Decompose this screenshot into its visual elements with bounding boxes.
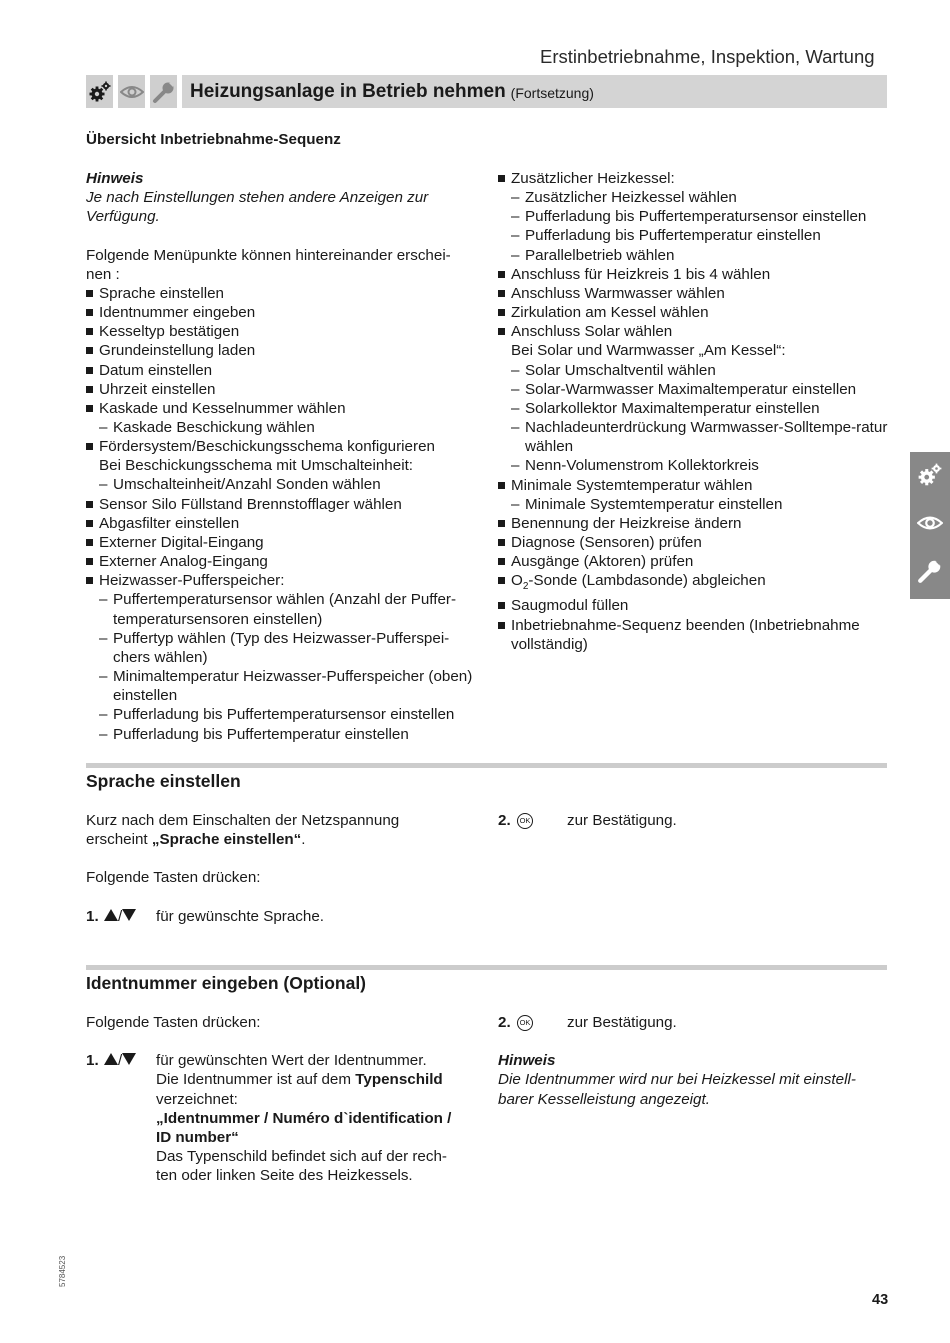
gear-icon bbox=[917, 462, 943, 493]
list-item: Kesseltyp bestätigen bbox=[86, 322, 476, 341]
section-heading-ident: Identnummer eingeben (Optional) bbox=[86, 973, 367, 993]
detail-bold: Typenschild bbox=[355, 1071, 443, 1089]
overview-left-column bbox=[86, 169, 476, 744]
list-item: Anschluss für Heizkreis 1 bis 4 wählen bbox=[498, 265, 890, 284]
document-number: 5784523 bbox=[58, 1255, 67, 1287]
list-item: Identnummer eingeben bbox=[86, 303, 476, 322]
list-item: Abgasfilter einstellen bbox=[86, 514, 476, 533]
arrow-keys bbox=[104, 1051, 136, 1070]
ident-keys-label: Folgende Tasten drücken: bbox=[86, 1014, 261, 1031]
step-number: 2. bbox=[498, 1014, 511, 1031]
arrow-up-icon bbox=[104, 909, 118, 921]
list-item: Minimale Systemtemperatur wählen bbox=[498, 476, 890, 495]
list-subitem: – Solar Umschaltventil wählen bbox=[498, 361, 890, 380]
list-item: Benennung der Heizkreise ändern bbox=[498, 514, 890, 533]
menu-list-left bbox=[86, 284, 476, 744]
gear-icon bbox=[86, 75, 113, 108]
ident-step-1 bbox=[86, 1051, 476, 1185]
step-detail-c: Das Typenschild befindet sich auf der rech-ten oder linken Seite des Heizkessels. bbox=[156, 1148, 447, 1185]
sprache-intro-text: Kurz nach dem Einschalten der Netzspannung erscheint bbox=[86, 812, 400, 849]
arrow-separator: / bbox=[118, 1052, 123, 1070]
list-subitem: – Pufferladung bis Puffertemperatursensor einstellen bbox=[498, 207, 890, 226]
list-subitem: – Pufferladung bis Puffertemperatursensor einstellen bbox=[86, 705, 476, 724]
sprache-keys-label: Folgende Tasten drücken: bbox=[86, 869, 261, 887]
arrow-keys bbox=[104, 907, 136, 926]
list-subitem: – Parallelbetrieb wählen bbox=[498, 246, 890, 265]
ident-left bbox=[86, 1013, 476, 1185]
step-text: für gewünschte Sprache. bbox=[156, 907, 325, 925]
title-bar bbox=[86, 75, 887, 108]
arrow-separator: / bbox=[118, 907, 123, 925]
menu-list-right bbox=[498, 169, 890, 654]
list-subitem: – Solarkollektor Maximaltemperatur einstellen bbox=[498, 399, 890, 418]
list-item: Zusätzlicher Heizkessel: bbox=[498, 169, 890, 188]
list-item: Grundeinstellung laden bbox=[86, 341, 476, 360]
list-subitem: – Umschalteinheit/Anzahl Sonden wählen bbox=[86, 475, 476, 494]
sprache-right bbox=[498, 811, 888, 830]
side-tab bbox=[910, 452, 950, 599]
arrow-up-icon bbox=[104, 1053, 118, 1065]
title-panel bbox=[182, 75, 887, 108]
list-item: Sensor Silo Füllstand Brennstofflager wählen bbox=[86, 495, 476, 514]
wrench-icon bbox=[917, 558, 943, 589]
overview-heading: Übersicht Inbetriebnahme-Sequenz bbox=[86, 131, 341, 148]
chapter-header: Erstinbetriebnahme, Inspektion, Wartung bbox=[540, 46, 875, 67]
overview-intro: Folgende Menüpunkte können hintereinander erschei-nen : bbox=[86, 246, 451, 283]
note-label: Hinweis bbox=[498, 1052, 556, 1070]
page-subtitle: (Fortsetzung) bbox=[510, 84, 594, 101]
step-number: 2. bbox=[498, 812, 511, 829]
list-subitem: – Solar-Warmwasser Maximaltemperatur einstellen bbox=[498, 380, 890, 399]
ident-right bbox=[498, 1013, 890, 1109]
note-label: Hinweis bbox=[86, 170, 144, 187]
ident-step-2 bbox=[498, 1013, 890, 1032]
list-item-text: -Sonde (Lambdasonde) abgleichen bbox=[528, 572, 766, 590]
arrow-down-icon bbox=[122, 909, 136, 921]
sprache-intro bbox=[86, 811, 446, 849]
eye-icon bbox=[917, 514, 943, 537]
list-subitem: – Minimale Systemtemperatur einstellen bbox=[498, 495, 890, 514]
ok-button-icon: OK bbox=[517, 1015, 533, 1031]
note-text: Je nach Einstellungen stehen andere Anzeigen zur Verfügung. bbox=[86, 189, 429, 226]
list-item: Saugmodul füllen bbox=[498, 596, 890, 615]
step-text: für gewünschten Wert der Identnummer. bbox=[156, 1052, 427, 1070]
overview-right-column bbox=[498, 169, 890, 654]
list-item: Diagnose (Sensoren) prüfen bbox=[498, 533, 890, 552]
list-item: Heizwasser-Pufferspeicher: bbox=[86, 571, 476, 590]
list-item: Zirkulation am Kessel wählen bbox=[498, 303, 890, 322]
list-item bbox=[498, 571, 890, 596]
list-item: Sprache einstellen bbox=[86, 284, 476, 303]
list-subitem: – Kaskade Beschickung wählen bbox=[86, 418, 476, 437]
list-note: Bei Beschickungsschema mit Umschalteinheit: bbox=[99, 457, 414, 475]
list-item: Kaskade und Kesselnummer wählen bbox=[86, 399, 476, 418]
sprache-step-2 bbox=[498, 811, 888, 830]
step-number: 1. bbox=[86, 1052, 99, 1070]
list-item: Ausgänge (Aktoren) prüfen bbox=[498, 552, 890, 571]
sprache-intro-end: . bbox=[301, 831, 306, 849]
list-item: Externer Digital-Eingang bbox=[86, 533, 476, 552]
step-text: zur Bestätigung. bbox=[567, 812, 677, 829]
list-subitem: – Nenn-Volumenstrom Kollektorkreis bbox=[498, 456, 890, 475]
step-detail-a bbox=[156, 1070, 468, 1108]
section-rule bbox=[86, 965, 887, 970]
list-item: Uhrzeit einstellen bbox=[86, 380, 476, 399]
list-subitem: – Nachladeunterdrückung Warmwasser-Solltempe-ratur wählen bbox=[498, 418, 890, 456]
nameplate-label: „Identnummer / Numéro d`identification / ID number“ bbox=[156, 1109, 452, 1146]
chem-symbol: O bbox=[511, 572, 523, 590]
page-number: 43 bbox=[872, 1292, 889, 1308]
chem-subscript: 2 bbox=[522, 581, 529, 593]
list-subitem: – Zusätzlicher Heizkessel wählen bbox=[498, 188, 890, 207]
list-subitem: – Pufferladung bis Puffertemperatur einstellen bbox=[86, 725, 476, 744]
eye-icon bbox=[118, 75, 145, 108]
step-text: zur Bestätigung. bbox=[567, 1014, 677, 1031]
sprache-step-1 bbox=[86, 907, 446, 926]
list-item: Anschluss Solar wählen bbox=[498, 322, 890, 341]
list-item: Inbetriebnahme-Sequenz beenden (Inbetriebnahme vollständig) bbox=[498, 616, 890, 654]
detail-end: verzeichnet: bbox=[156, 1090, 238, 1108]
list-note: Bei Solar und Warmwasser „Am Kessel“: bbox=[511, 342, 786, 360]
sprache-left bbox=[86, 811, 446, 926]
list-item: Datum einstellen bbox=[86, 361, 476, 380]
list-subitem: – Puffertyp wählen (Typ des Heizwasser-Pufferspei-chers wählen) bbox=[86, 629, 476, 667]
arrow-down-icon bbox=[122, 1053, 136, 1065]
section-heading-sprache: Sprache einstellen bbox=[86, 771, 241, 791]
list-subitem: – Minimaltemperatur Heizwasser-Pufferspeicher (oben) einstellen bbox=[86, 667, 476, 705]
section-rule bbox=[86, 763, 887, 768]
list-item: Externer Analog-Eingang bbox=[86, 552, 476, 571]
sprache-intro-bold: „Sprache einstellen“ bbox=[151, 831, 302, 849]
detail-text: Die Identnummer ist auf dem bbox=[156, 1071, 356, 1089]
list-item: Anschluss Warmwasser wählen bbox=[498, 284, 890, 303]
step-number: 1. bbox=[86, 907, 99, 925]
list-item: Fördersystem/Beschickungsschema konfigurieren bbox=[86, 437, 476, 456]
ok-button-icon: OK bbox=[517, 813, 533, 829]
list-subitem: – Pufferladung bis Puffertemperatur einstellen bbox=[498, 226, 890, 245]
list-subitem: – Puffertemperatursensor wählen (Anzahl der Puffer-temperatursensoren einstellen) bbox=[86, 590, 476, 628]
page-title: Heizungsanlage in Betrieb nehmen bbox=[190, 80, 506, 102]
wrench-icon bbox=[150, 75, 177, 108]
note-text: Die Identnummer wird nur bei Heizkessel mit einstell-barer Kesselleistung angezeigt. bbox=[498, 1071, 856, 1108]
